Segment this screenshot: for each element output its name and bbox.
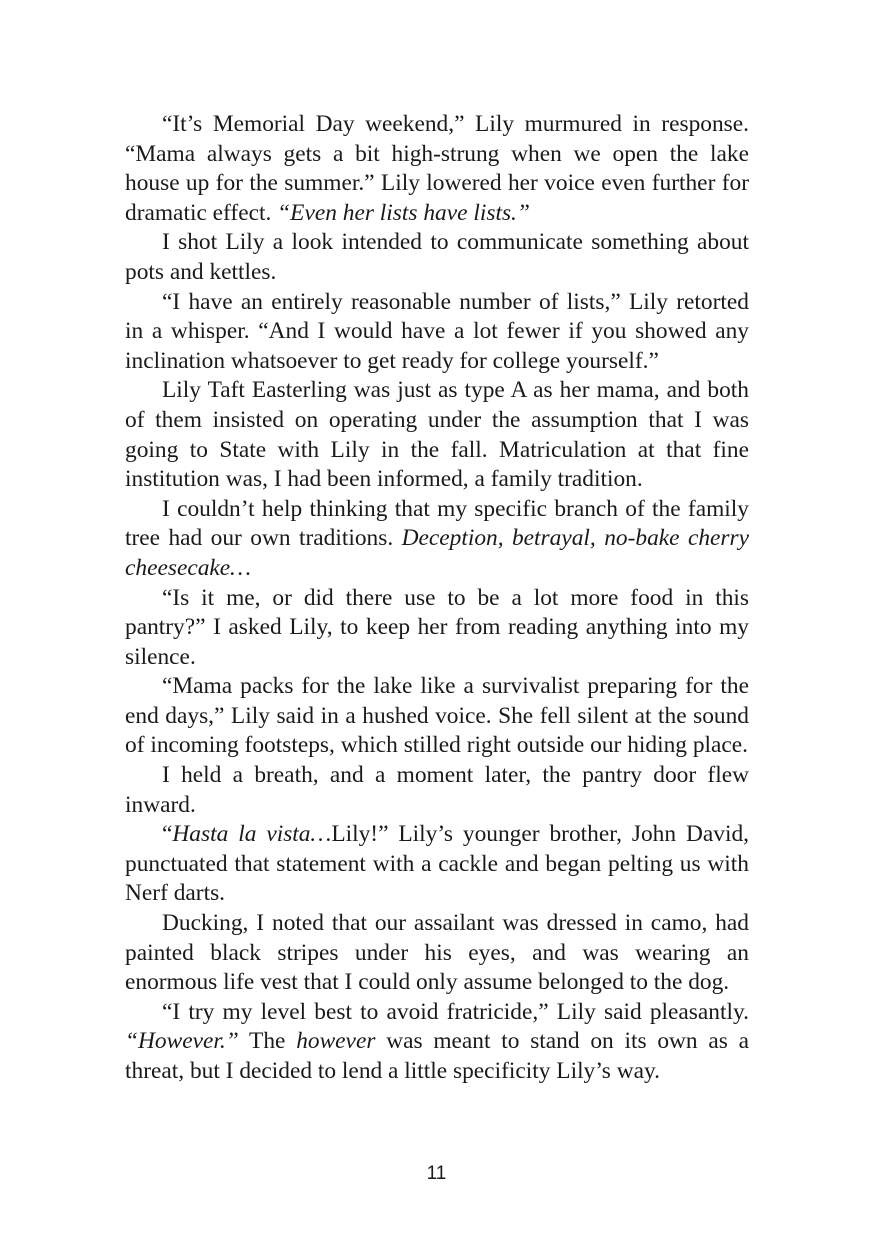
paragraph: “It’s Memorial Day weekend,” Lily murmured in response. “Mama always gets a bit high-strung when we open the lake house up for the summer.” Lily lowered her voice even further for dramatic effect. “Even her lists have lists.” [125, 111, 749, 226]
paragraph: Lily Taft Easterling was just as type A as her mama, and both of them insisted on operating under the assumption that I was going to State with Lily in the fall. Matriculation at that fine institution was, I had been informed, a family tradition. [125, 377, 749, 493]
page-body [125, 110, 749, 1087]
paragraph: “Hasta la vista…Lily!” Lily’s younger brother, John David, punctuated that statement with a cackle and began pelting us with Nerf darts. [125, 821, 749, 907]
page-number: 11 [426, 1163, 447, 1184]
paragraph: Ducking, I noted that our assailant was dressed in camo, had painted black stripes under his eyes, and was wearing an enormous life vest that I could only assume belonged to the dog. [125, 910, 749, 996]
paragraph: I shot Lily a look intended to communicate something about pots and kettles. [125, 229, 749, 285]
paragraph: “I try my level best to avoid fratricide,” Lily said pleasantly. “However.” The however was meant to stand on its own as a threat, but I decided to lend a little specificity Lily’s way. [125, 998, 749, 1084]
paragraph: “I have an entirely reasonable number of lists,” Lily retorted in a whisper. “And I would have a lot fewer if you showed any inclination whatsoever to get ready for college yourself.” [125, 288, 749, 374]
paragraph: “Mama packs for the lake like a survivalist preparing for the end days,” Lily said in a hushed voice. She fell silent at the sound of incoming footsteps, which stilled right outside our hiding place. [125, 673, 749, 759]
paragraph: “Is it me, or did there use to be a lot more food in this pantry?” I asked Lily, to keep her from reading anything into my silence. [125, 584, 749, 670]
paragraph: I held a breath, and a moment later, the pantry door flew inward. [125, 762, 749, 818]
paragraph: I couldn’t help thinking that my specific branch of the family tree had our own traditions. Deception, betrayal, no-bake cherry cheesecake… [125, 495, 749, 581]
